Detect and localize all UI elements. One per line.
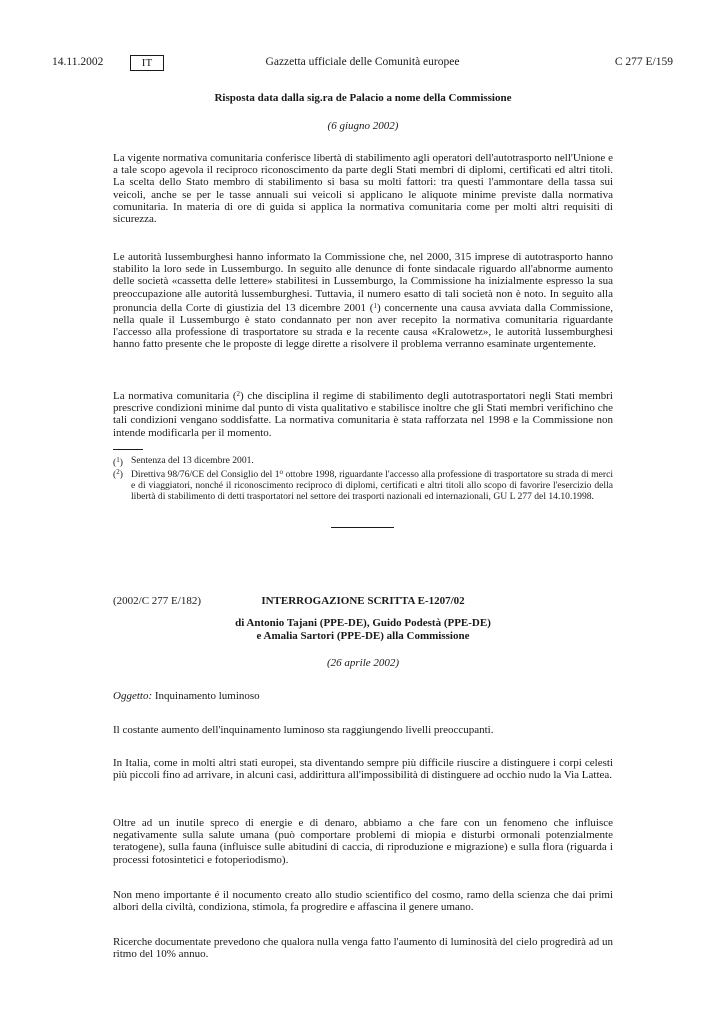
language-badge: IT [130,55,164,71]
paragraph-text: Il costante aumento dell'inquinamento luminoso sta raggiungendo livelli preoccupanti. [113,724,494,736]
paragraph-text: Ricerche documentate prevedono che qualora nulla venga fatto l'aumento di luminosità del cielo progredirà ad un ritmo del 10% annuo. [113,936,613,961]
issue-date: 14.11.2002 [52,56,104,68]
paragraph-text: Le autorità lussemburghesi hanno informato la Commissione che, nel 2000, 315 imprese di autotrasporto hanno stabilito la loro sede in Lussemburgo. In seguito alle denunce di fonte sindacale riguardo all'abnorme aumento delle società «cassetta delle lettere» stabilitesi in Lussemburgo, la Commissione ha inizialmente espresso la sua preoccupazione alle autorità lussemburghesi. Tuttavia, il numero esatto di tali società non è noto. In seguito alla pronuncia della Corte di giustizia del 13 dicembre 2001 ( [113,251,613,314]
footnote-1 [113,455,613,466]
footnote-2 [113,467,613,502]
footnote-number: ($^1$) [113,456,123,468]
subject-label: Oggetto: [113,690,153,702]
section-separator [331,527,394,528]
question-paragraph-1 [113,724,613,736]
footnote-ref: 2 [236,390,240,398]
question-paragraph-3 [113,817,613,866]
answer-paragraph-1 [113,152,613,225]
page-reference: C 277 E/159 [614,56,673,68]
question-reference: (2002/C 277 E/182) [113,595,201,607]
question-date: (26 aprile 2002) [326,657,400,669]
answer-date: (6 giugno 2002) [327,120,399,132]
footnote-ref: 1 [373,301,377,310]
journal-title: Gazzetta ufficiale delle Comunità europee [265,56,460,68]
answer-paragraph-3 [113,388,613,439]
paragraph-text: ) concernente una causa avviata dalla Commissione, nella quale il Lussemburgo è stato condannato per non aver recepito la normativa comunitaria riguardante l'accesso alla professione di trasportatore su strada e la recente causa «Kralowetz», le autorità lussemburghesi hanno fatto presente che le proposte di legge dirette a risolvere il problema verranno esaminate urgentemente. [113,301,614,351]
question-subject [113,690,613,702]
subject-text: Inquinamento luminoso [154,690,260,702]
question-authors-line-2: e Amalia Sartori (PPE-DE) alla Commissione [256,630,470,642]
paragraph-text: La vigente normativa comunitaria conferisce libertà di stabilimento agli operatori dell'autotrasporto nell'Unione e a tale scopo agevola il reciproco riconoscimento da parte degli Stati membri di diplomi, certificati ed altri titoli. La scelta dello Stato membro di stabilimento si basa su molti fattori: tra questi l'ammontare della tassa sui veicoli, anche se per le tasse annuali sui veicoli si applicano le aliquote minime previste dalla normativa comunitaria. In materia di ore di guida si applica la normativa comunitaria come per molti altri requisiti di sicurezza. [113,152,613,226]
paragraph-text: Oltre ad un inutile spreco di energie e di denaro, abbiamo a che fare con un fenomeno che influisce negativamente sulla salute umana (può comportare problemi di miopia e disturbi ormonali potenzialmente teratogene), sulla fauna (influisce sulle abitudini di caccia, di riproduzione e migrazione) e sulla flora (riguarda i processi fotosintetici e fotoperiodismo). [113,817,613,866]
footnote-text: Sentenza del 13 dicembre 2001. [131,455,254,466]
paragraph-text: In Italia, come in molti altri stati europei, sta diventando sempre più difficile riuscire a distinguere i corpi celesti più piccoli fino ad arrivare, in alcuni casi, addirittura all'impossibilità di distinguere ad occhio nudo la Via Lattea. [113,757,613,782]
question-authors-line-1: di Antonio Tajani (PPE-DE), Guido Podestà (PPE-DE) [235,617,491,629]
footnote-separator [113,449,143,450]
paragraph-text: Non meno importante é il nocumento creato allo studio scientifico del cosmo, ramo della scienza che dai primi albori della civiltà, condiziona, stimola, fa progredire e affascina il genere umano. [113,889,613,914]
question-paragraph-2 [113,757,613,781]
question-heading: INTERROGAZIONE SCRITTA E-1207/02 [261,595,465,607]
paragraph-text: La normativa comunitaria ( [113,390,237,402]
answer-paragraph-2 [113,251,613,351]
footnote-number: ($^2$) [113,468,123,480]
paragraph-text: ) che disciplina il regime di stabilimento degli autotrasportatori negli Stati membri prescrive condizioni minime dal punto di vista qualitativo e stabilisce inoltre che gli Stati membri verifichino che tali condizioni vengano soddisfatte. La normativa comunitaria è stata rafforzata nel 1998 e la Commissione non intende modificarla per il momento. [113,390,613,439]
question-paragraph-5 [113,936,613,960]
page-header [52,56,673,74]
question-paragraph-4 [113,889,613,913]
footnote-text: Direttiva 98/76/CE del Consiglio del 1$^o$ ottobre 1998, riguardante l'accesso alla professione di trasportatore su strada di merci e di viaggiatori, nonché il riconoscimento reciproco di diplomi, certificati e altri titoli allo scopo di favorire l'esercizio della libertà di stabilimento di detti trasportatori nel settore dei trasporti nazionali ed internazionali, GU L 277 del 14.10.1998. [131,468,613,502]
answer-title: Risposta data dalla sig.ra de Palacio a nome della Commissione [214,92,512,104]
